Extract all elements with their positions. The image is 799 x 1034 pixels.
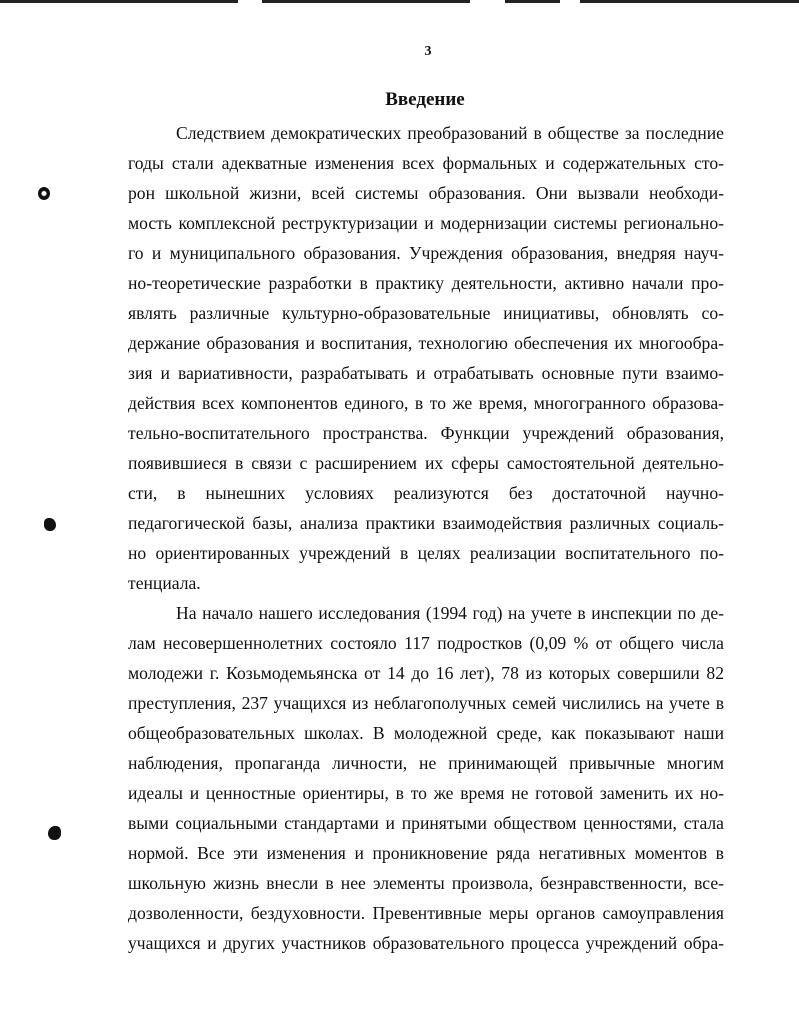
text-line: нормой. Все эти изменения и проникновение ряда негативных моментов в xyxy=(128,843,724,863)
text-line: Следствием демократических преобразований в обществе за последние xyxy=(176,123,724,143)
text-line: рон школьной жизни, всей системы образования. Они вызвали необходи- xyxy=(128,183,724,203)
text-line: годы стали адекватные изменения всех формальных и содержательных сто- xyxy=(128,153,724,173)
text-line: дозволенности, бездуховности. Превентивные меры органов самоуправления xyxy=(128,903,724,923)
text-line: тельно-воспитательного пространства. Функции учреждений образования, xyxy=(128,423,724,443)
text-line: являть различные культурно-образовательные инициативы, обновлять со- xyxy=(128,303,724,323)
text-line: го и муниципального образования. Учреждения образования, внедряя науч- xyxy=(128,243,724,263)
text-line: молодежи г. Козьмодемьянска от 14 до 16 лет), 78 из которых совершили 82 xyxy=(128,663,724,683)
section-title: Введение xyxy=(385,89,465,110)
binder-hole-mark xyxy=(38,187,50,200)
binder-hole-mark xyxy=(44,518,56,531)
text-line: преступления, 237 учащихся из неблагополучных семей числились на учете в xyxy=(128,693,724,713)
text-line: тенциала. xyxy=(128,573,201,593)
page-number: 3 xyxy=(424,44,432,59)
text-line: школьную жизнь внесли в нее элементы произвола, безнравственности, все- xyxy=(128,873,724,893)
text-line: сти, в нынешних условиях реализуются без достаточной научно- xyxy=(128,483,724,503)
scan-top-rule xyxy=(0,0,799,3)
text-line: общеобразовательных школах. В молодежной среде, как показывают наши xyxy=(128,723,724,743)
text-line: но-теоретические разработки в практику деятельности, активно начали про- xyxy=(128,273,724,293)
text-line: На начало нашего исследования (1994 год) на учете в инспекции по де- xyxy=(176,603,724,623)
text-line: учащихся и других участников образовательного процесса учреждений обра- xyxy=(128,933,724,953)
binder-hole-mark xyxy=(48,826,61,840)
text-line: педагогической базы, анализа практики взаимодействия различных социаль- xyxy=(128,513,724,533)
text-line: но ориентированных учреждений в целях реализации воспитательного по- xyxy=(128,543,724,563)
text-line: выми социальными стандартами и принятыми обществом ценностями, стала xyxy=(128,813,724,833)
text-line: держание образования и воспитания, технологию обеспечения их многообра- xyxy=(128,333,724,353)
text-line: появившиеся в связи с расширением их сферы самостоятельной деятельно- xyxy=(128,453,724,473)
text-line: лам несовершеннолетних состояло 117 подростков (0,09 % от общего числа xyxy=(128,633,724,653)
text-line: зия и вариативности, разрабатывать и отрабатывать основные пути взаимо- xyxy=(128,363,724,383)
text-line: наблюдения, пропаганда личности, не принимающей привычные многим xyxy=(128,753,724,773)
text-line: действия всех компонентов единого, в то же время, многогранного образова- xyxy=(128,393,724,413)
text-line: мость комплексной реструктуризации и модернизации системы регионально- xyxy=(128,213,724,233)
text-line: идеалы и ценностные ориентиры, в то же время не готовой заменить их но- xyxy=(128,783,724,803)
